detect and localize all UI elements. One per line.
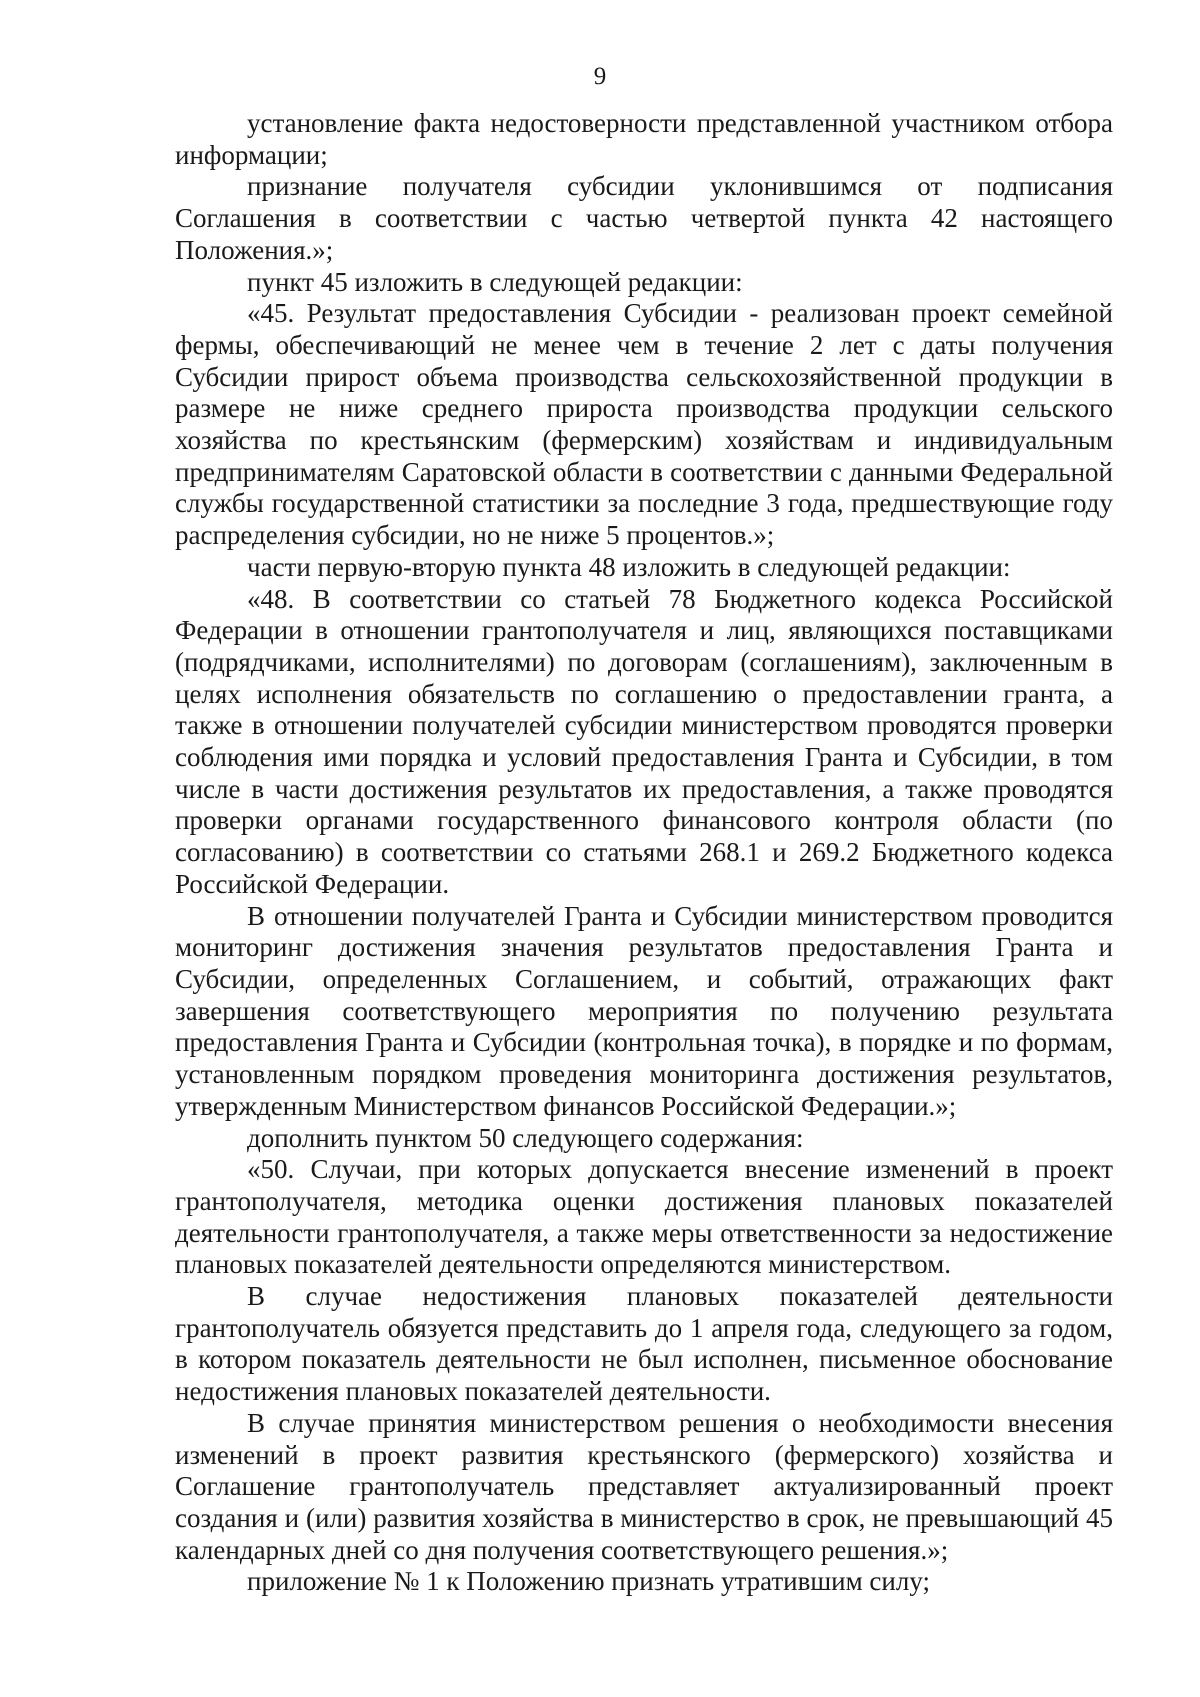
paragraph-11: В случае принятия министерством решения о необходимости внесения изменений в проект развития крестьянского (фермерского) хозяйства и Соглашение грантополучатель представляет актуализированный проект создания и (или) развития хозяйства в министерство в срок, не превышающий 45 календарных дней со дня получения соответствующего решения.»; <box>175 1407 1113 1565</box>
paragraph-7: В отношении получателей Гранта и Субсидии министерством проводится мониторинг достижения значения результатов предоставления Гранта и Субсидии, определенных Соглашением, и событий, отражающих факт завершения соответствующего мероприятия по получению результата предоставления Гранта и Субсидии (контрольная точка), в порядке и по формам, установленным порядком проведения мониторинга достижения результатов, утвержденным Министерством финансов Российской Федерации.»; <box>175 900 1113 1121</box>
paragraph-5: части первую-вторую пункта 48 изложить в следующей редакции: <box>247 551 1011 582</box>
paragraph-8: дополнить пунктом 50 следующего содержания: <box>247 1122 804 1153</box>
page-number: 9 <box>593 63 607 90</box>
paragraph-4: «45. Результат предоставления Субсидии - реализован проект семейной фермы, обеспечивающий не менее чем в течение 2 лет с даты получения Субсидии прирост объема производства сельскохозяйственной продукции в размере не ниже среднего прироста производства продукции сельского хозяйства по крестьянским (фермерским) хозяйствам и индивидуальным предпринимателям Саратовской области в соответствии с данными Федеральной службы государственной статистики за последние 3 года, предшествующие году распределения субсидии, но не ниже 5 процентов.»; <box>175 298 1113 551</box>
paragraph-2: признание получателя субсидии уклонившимся от подписания Соглашения в соответствии с частью четвертой пункта 42 настоящего Положения.»; <box>175 171 1113 265</box>
paragraph-12: приложение № 1 к Положению признать утратившим силу; <box>247 1566 930 1597</box>
paragraph-1: установление факта недостоверности представленной участником отбора информации; <box>175 108 1113 170</box>
paragraph-3: пункт 45 изложить в следующей редакции: <box>247 266 743 297</box>
paragraph-9: «50. Случаи, при которых допускается внесение изменений в проект грантополучателя, методика оценки достижения плановых показателей деятельности грантополучателя, а также меры ответственности за недостижение плановых показателей деятельности определяются министерством. <box>175 1154 1113 1280</box>
paragraph-10: В случае недостижения плановых показателей деятельности грантополучатель обязуется представить до 1 апреля года, следующего за годом, в котором показатель деятельности не был исполнен, письменное обоснование недостижения плановых показателей деятельности. <box>175 1281 1113 1407</box>
paragraph-6: «48. В соответствии со статьей 78 Бюджетного кодекса Российской Федерации в отношении грантополучателя и лиц, являющихся поставщиками (подрядчиками, исполнителями) по договорам (соглашениям), заключенным в целях исполнения обязательств по соглашению о предоставлении гранта, а также в отношении получателей субсидии министерством проводятся проверки соблюдения ими порядка и условий предоставления Гранта и Субсидии, в том числе в части достижения результатов их предоставления, а также проводятся проверки органами государственного финансового контроля области (по согласованию) в соответствии со статьями 268.1 и 269.2 Бюджетного кодекса Российской Федерации. <box>175 583 1113 899</box>
document-body <box>175 108 1113 1598</box>
